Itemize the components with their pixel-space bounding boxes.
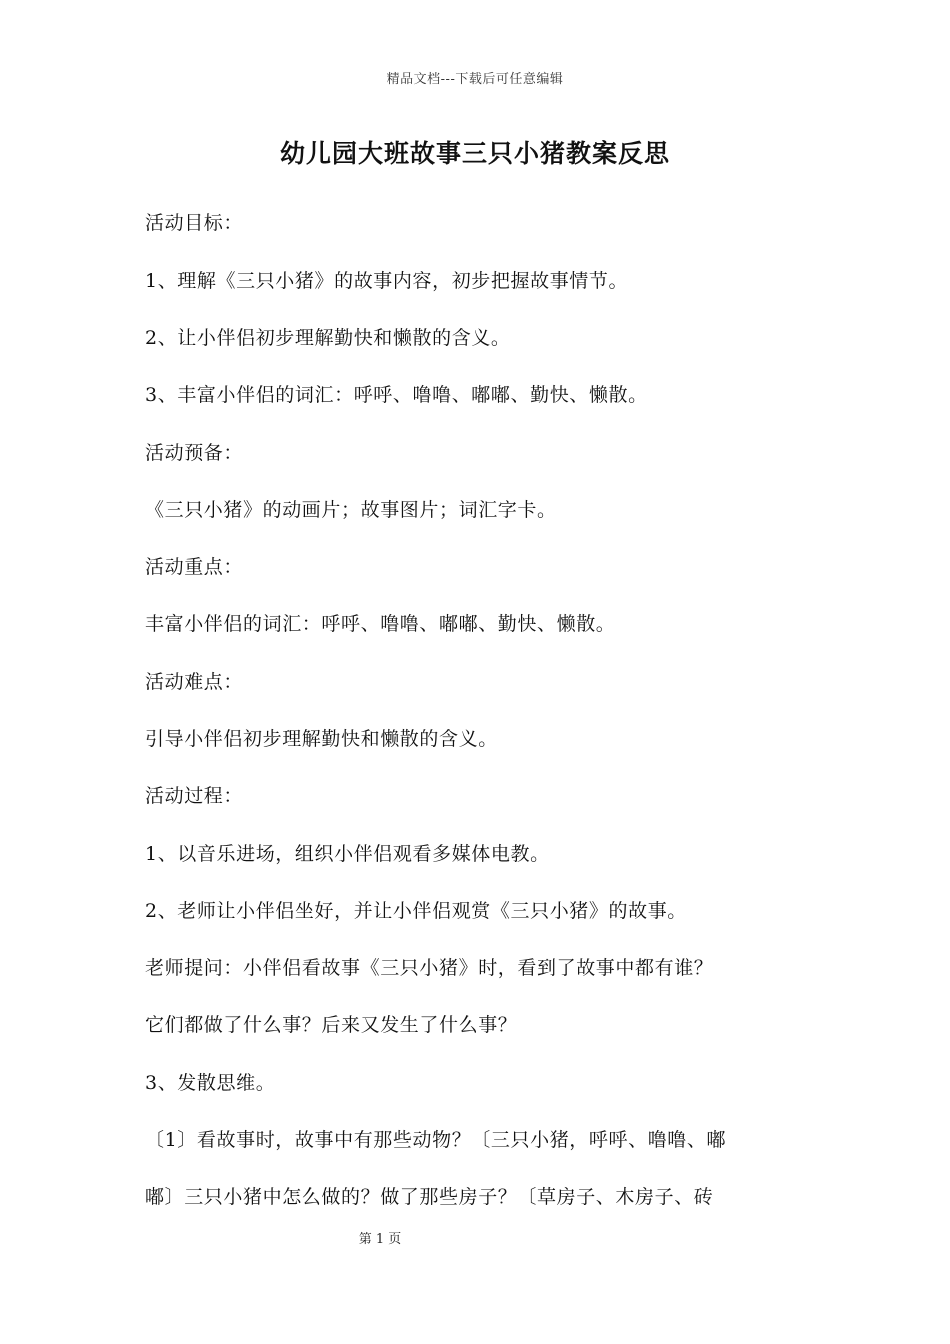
paragraph-line: 丰富小伴侣的词汇：呼呼、噜噜、嘟嘟、勤快、懒散。 [145,613,616,635]
paragraph-line: 老师提问：小伴侣看故事《三只小猪》时，看到了故事中都有谁？ [145,957,714,979]
section-heading-difficulties: 活动难点： [145,671,244,693]
paragraph-line: 引导小伴侣初步理解勤快和懒散的含义。 [145,728,498,750]
paragraph-line: 3、丰富小伴侣的词汇：呼呼、噜噜、嘟嘟、勤快、懒散。 [145,384,648,406]
page-number: 第 1 页 [358,1232,402,1247]
page-header: 精品文档---下载后可任意编辑 [386,72,564,87]
paragraph-line: 〔1〕看故事时，故事中有那些动物？〔三只小猪，呼呼、噜噜、嘟 [145,1129,727,1151]
section-heading-objectives: 活动目标： [145,212,244,234]
document-title: 幼儿园大班故事三只小猪教案反思 [279,139,670,168]
paragraph-line: 嘟〕三只小猪中怎么做的？做了那些房子？〔草房子、木房子、砖 [145,1186,714,1208]
paragraph-line: 2、老师让小伴侣坐好，并让小伴侣观赏《三只小猪》的故事。 [145,900,687,922]
paragraph-line: 1、以音乐进场，组织小伴侣观看多媒体电教。 [145,843,550,865]
paragraph-line: 2、让小伴侣初步理解勤快和懒散的含义。 [145,327,511,349]
paragraph-line: 3、发散思维。 [145,1072,276,1094]
section-heading-key-points: 活动重点： [145,556,244,578]
section-heading-process: 活动过程： [145,785,244,807]
paragraph-line: 《三只小猪》的动画片；故事图片；词汇字卡。 [145,499,557,521]
paragraph-line: 1、理解《三只小猪》的故事内容，初步把握故事情节。 [145,270,629,292]
section-heading-preparation: 活动预备： [145,442,244,464]
paragraph-line: 它们都做了什么事？后来又发生了什么事？ [145,1014,518,1036]
